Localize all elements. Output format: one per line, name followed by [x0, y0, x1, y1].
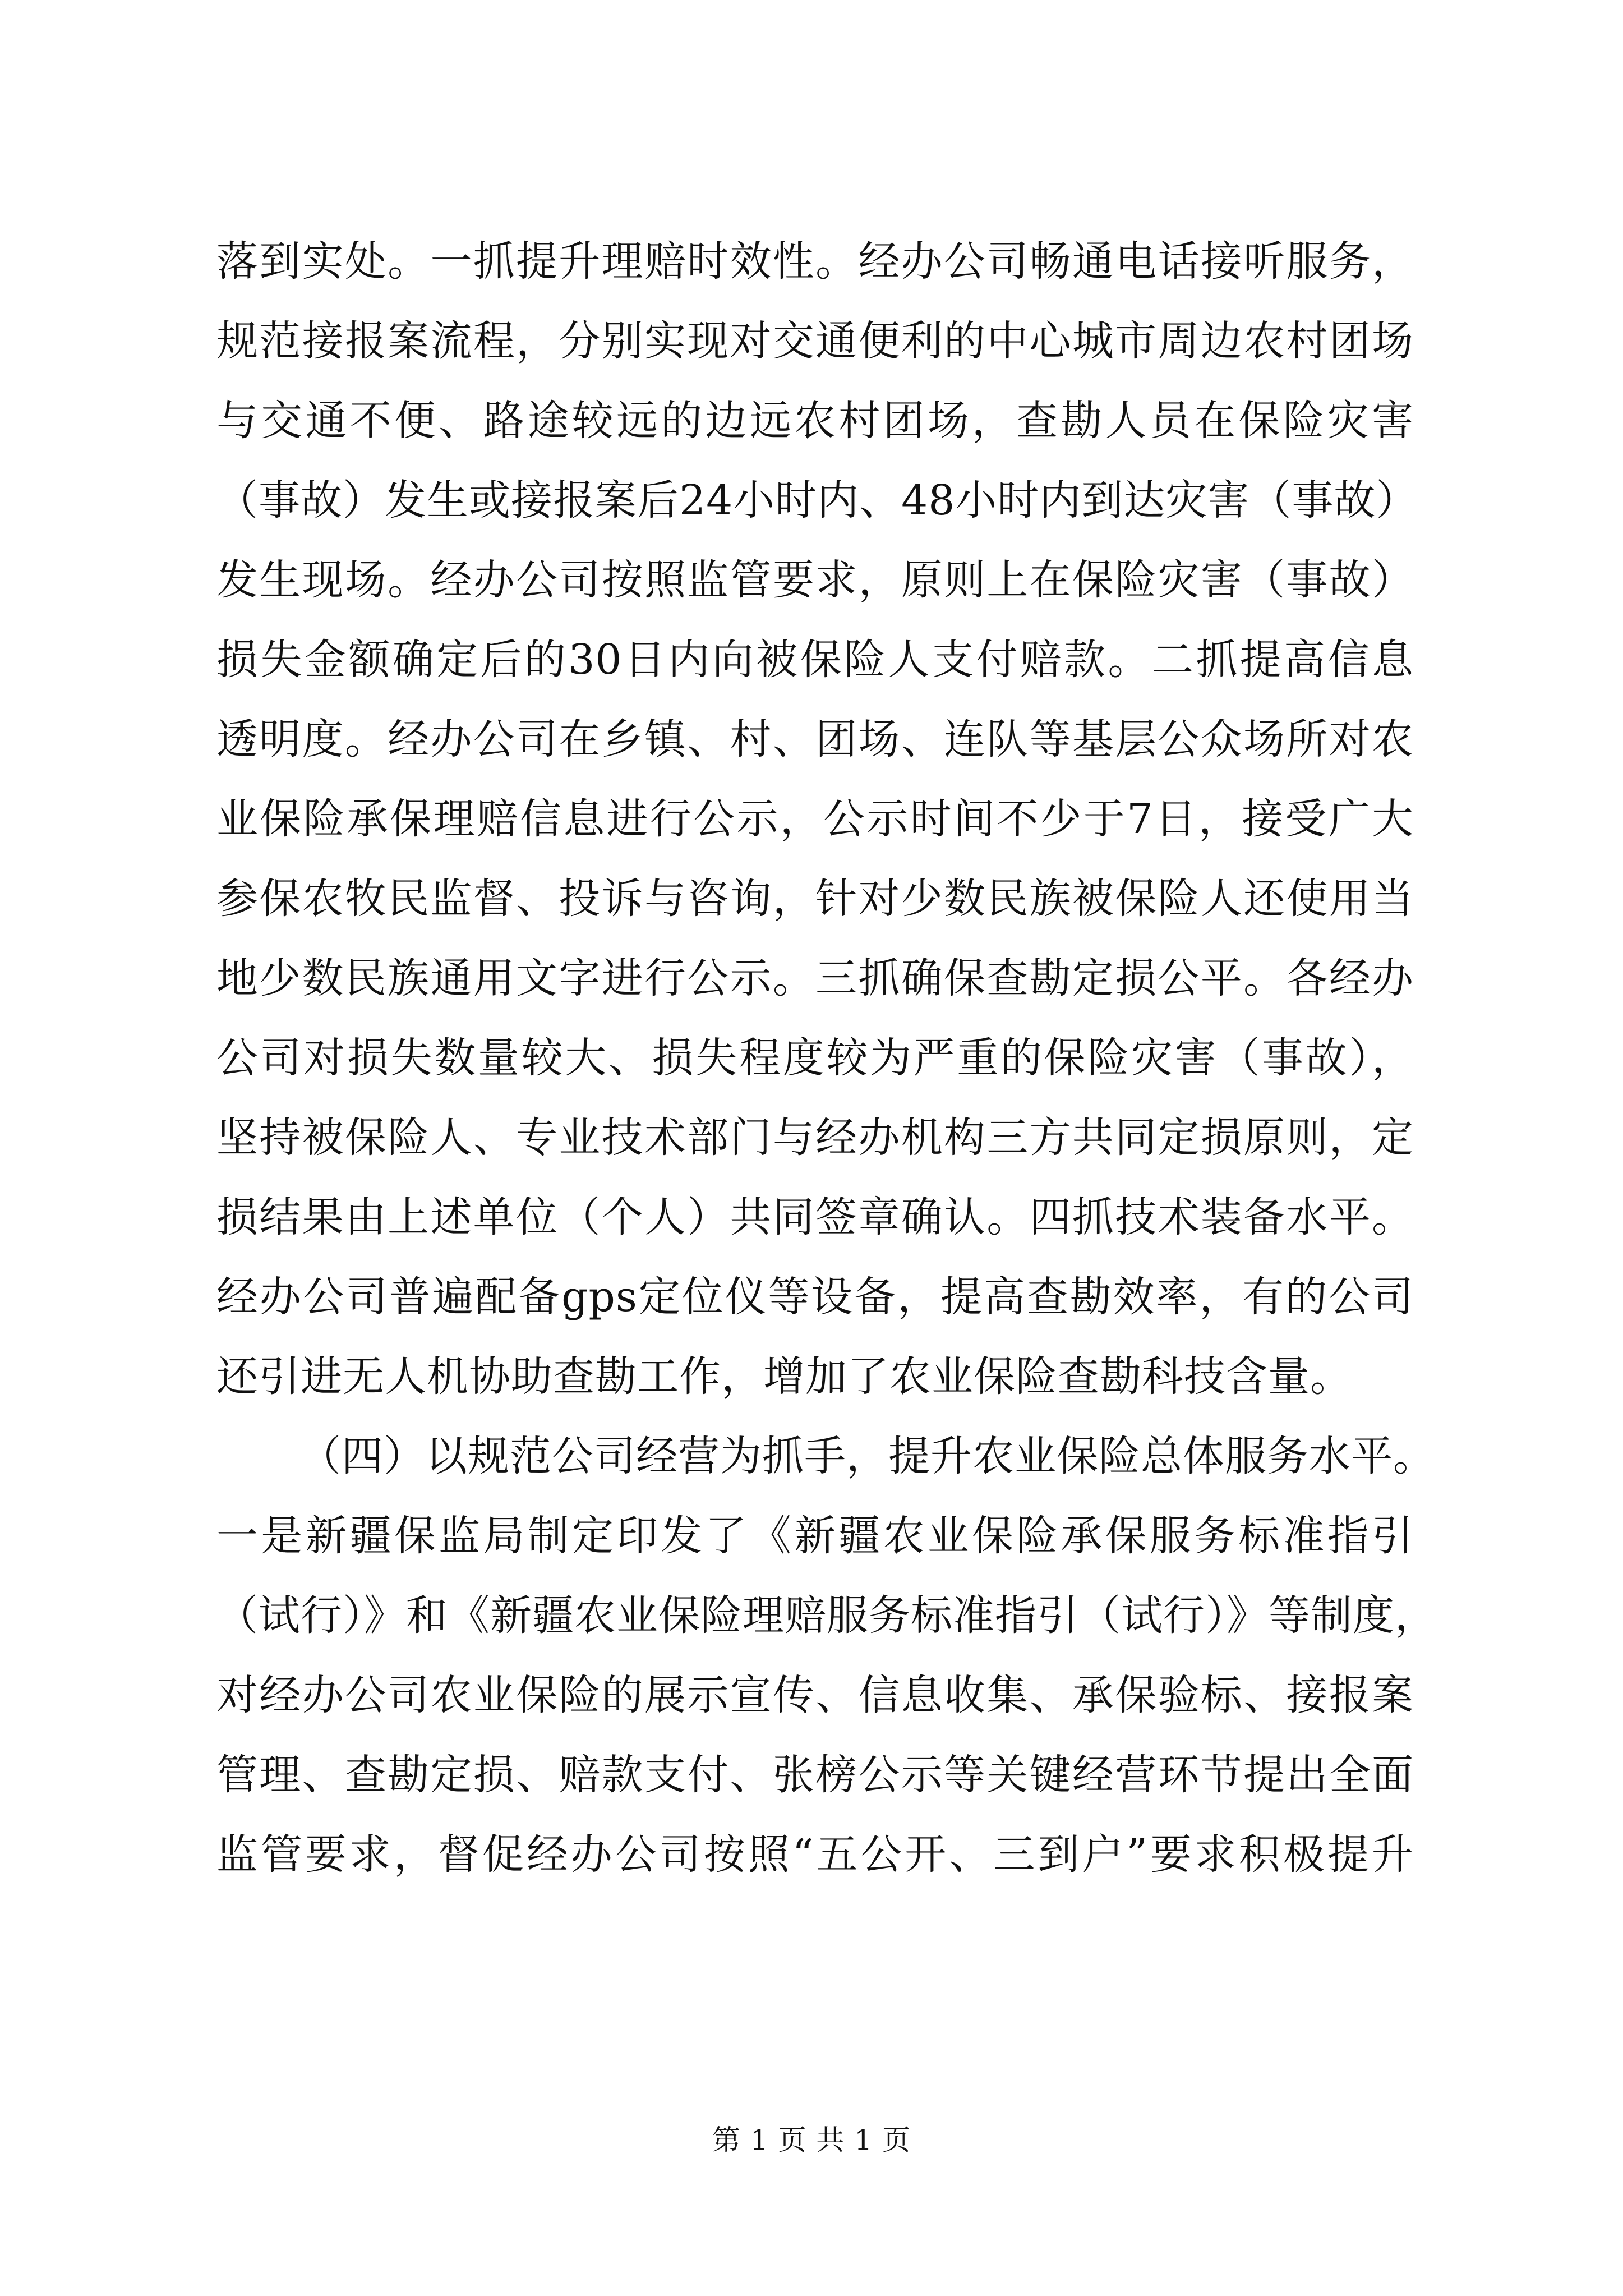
text-line: 规范接报案流程，分别实现对交通便利的中心城市周边农村团场 — [216, 317, 1414, 365]
text-line: 发生现场。经办公司按照监管要求，原则上在保险灾害（事故） — [216, 556, 1414, 604]
text-line: 坚持被保险人、专业技术部门与经办机构三方共同定损原则，定 — [216, 1114, 1414, 1162]
document-body — [216, 222, 1437, 1894]
text-line: 落到实处。一抓提升理赔时效性。经办公司畅通电话接听服务， — [216, 237, 1414, 286]
text-line: 管理、查勘定损、赔款支付、张榜公示等关键经营环节提出全面 — [216, 1751, 1414, 1799]
text-line: 业保险承保理赔信息进行公示，公示时间不少于7日，接受广大 — [216, 795, 1414, 843]
text-line: 与交通不便、路途较远的边远农村团场，查勘人员在保险灾害 — [216, 397, 1414, 445]
text-line: 还引进无人机协助查勘工作，增加了农业保险查勘科技含量。 — [216, 1352, 1352, 1401]
text-line: 一是新疆保监局制定印发了《新疆农业保险承保服务标准指引 — [216, 1512, 1414, 1560]
text-line: 地少数民族通用文字进行公示。三抓确保查勘定损公平。各经办 — [216, 954, 1414, 1002]
page-footer — [0, 2120, 1623, 2160]
text-line: 经办公司普遍配备gps定位仪等设备，提高查勘效率，有的公司 — [216, 1273, 1414, 1321]
text-line: 对经办公司农业保险的展示宣传、信息收集、承保验标、接报案 — [216, 1671, 1414, 1719]
text-line: 损结果由上述单位（个人）共同签章确认。四抓技术装备水平。 — [216, 1193, 1414, 1241]
text-line: 损失金额确定后的30日内向被保险人支付赔款。二抓提高信息 — [216, 636, 1414, 684]
text-line: 参保农牧民监督、投诉与咨询，针对少数民族被保险人还使用当 — [216, 875, 1414, 923]
text-line: 监管要求，督促经办公司按照“五公开、三到户”要求积极提升 — [216, 1830, 1414, 1879]
text-line: 公司对损失数量较大、损失程度较为严重的保险灾害（事故）， — [216, 1034, 1414, 1082]
text-line: （事故）发生或接报案后24小时内、48小时内到达灾害（事故） — [216, 476, 1418, 524]
page-number-label: 第 1 页 共 1 页 — [712, 2124, 911, 2156]
text-line: 透明度。经办公司在乡镇、村、团场、连队等基层公众场所对农 — [216, 715, 1414, 763]
text-line: （试行）》和《新疆农业保险理赔服务标准指引（试行）》等制度， — [216, 1591, 1437, 1640]
paragraph-heading-line: （四）以规范公司经营为抓手，提升农业保险总体服务水平。 — [299, 1432, 1435, 1480]
